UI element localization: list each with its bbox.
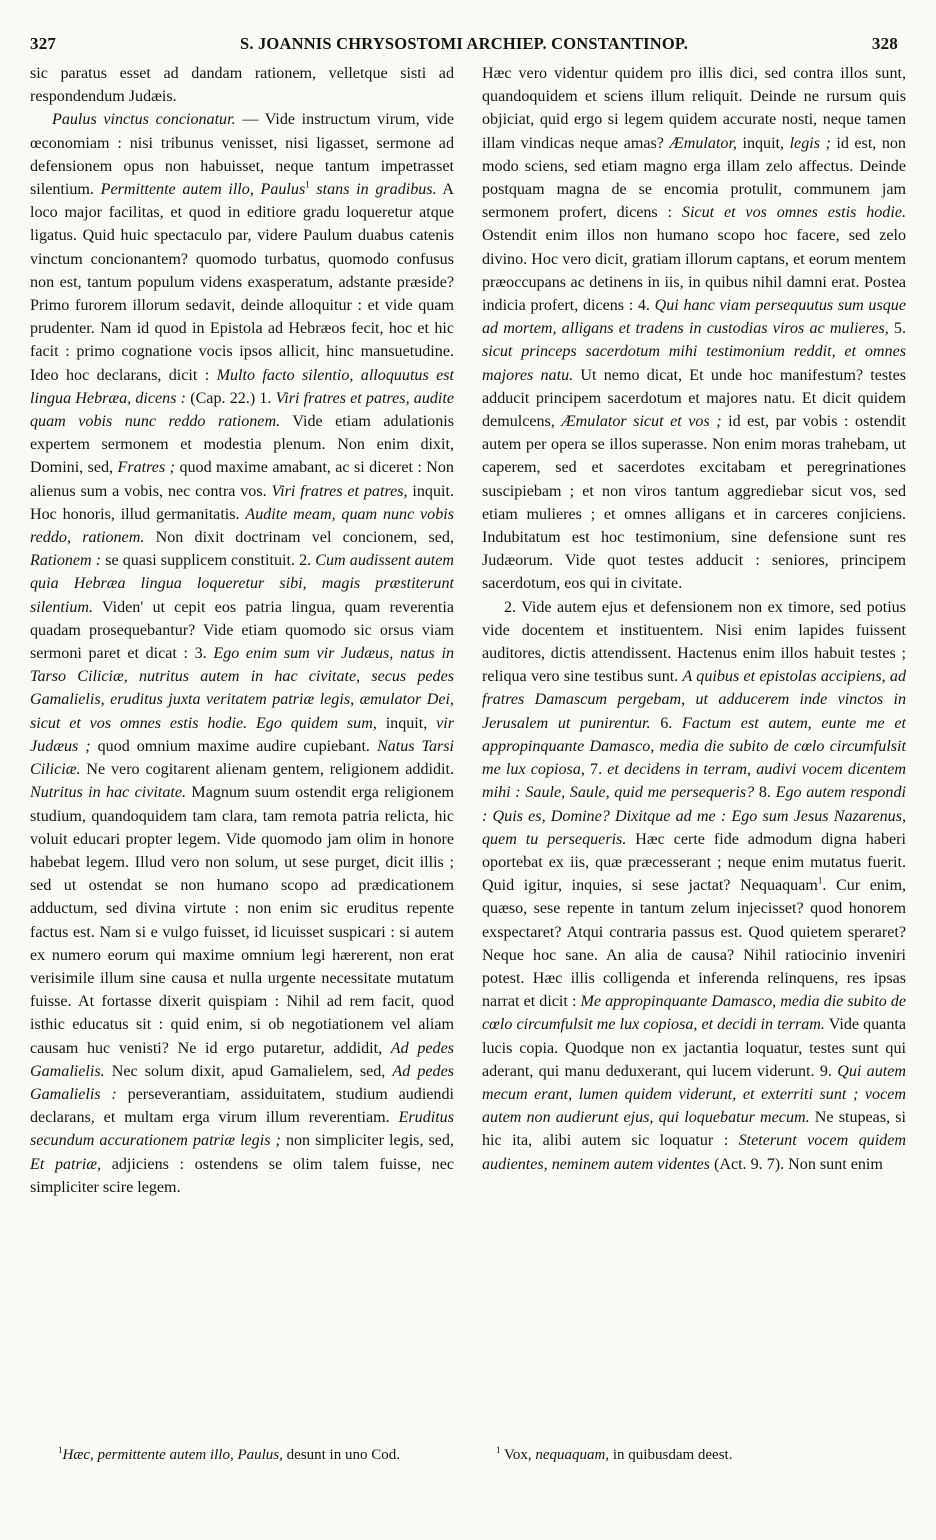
scripture-quote: Rationem : (30, 552, 102, 570)
footnote-ref: 1 (817, 875, 823, 886)
left-column (30, 62, 454, 1199)
scripture-quote: Eruditus secundum accurationem patriæ legis ; (30, 1109, 454, 1150)
scripture-quote: Ad pedes Gamalielis. (30, 1039, 454, 1080)
text-run: . Cur enim, quæso, sese repente in tantum zelum injecisset? quod honorem exspectaret? Atqui contraria passus est. Quod quietem speraret? Neque hoc sane. An alia de causa? Nihil ratiocinio inveniri potest. Hæc illis colligenda et inferenda relinquens, res ipsas narrat et dicit : (482, 877, 906, 1011)
text-run: 7. (584, 761, 608, 779)
scripture-quote: Ego enim sum vir Judæus, natus in Tarso Ciliciæ, nutritus autem in hac civitate, secus pedes Gamalielis, eruditus juxta veritatem patriæ legis, æmulator Dei, sicut et vos omnes estis hodie. Ego quidem sum, (30, 645, 454, 732)
scripture-quote: Fratres ; (117, 459, 176, 477)
section-title: Paulus vinctus concionatur. (52, 111, 236, 129)
text-run: id est, par vobis : ostendit autem per opera se illos superasse. Non enim moras trahebam, ut caperem, sed et sacerdotes excitabam et peregrinationes suscipiebam ; et non viros tantum aggrediebar sicut vos, sed etiam mulieres ; et omnes alligans et in carceres conjiciens. Indubitatum est hoc testimonium, sine defensione sunt res Judæorum. Vide quot testes adducit : seniores, principem sacerdotum, eos qui in civitate. (482, 413, 906, 593)
text-run: Ut nemo dicat, Et unde hoc manifestum? testes adducit principem sacerdotum et majores natu. Et dicit quidem demulcens, (482, 366, 907, 431)
text-run: 8. (754, 784, 776, 802)
scripture-quote: Viri fratres et patres, audite quam vobis nunc reddo rationem. (30, 389, 454, 431)
footnote-text: in quibusdam deest. (609, 1447, 733, 1463)
text-run: se quasi supplicem constituit. 2. (101, 552, 316, 570)
paragraph (482, 596, 906, 1176)
text-run: — Vide instructum virum, vide œconomiam : nisi tribunus venisset, nisi ligasset, sermone ad defensionem opus non habuisset, neque tantum impetrasset silentium. (30, 111, 454, 199)
text-run: Magnum suum ostendit erga religionem studium, quandoquidem tam clara, tam remota patria relicta, hic voluit educari propter legem. Vide quomodo jam olim in honore habebat legem. Illud vero non solum, ut sese purget, dicit illis ; sed ut ostendat se non humano scopo ad prædicationem adductum, sed divina virtute : non enim sic eruditus repente factus est. Nam si e vulgo fuisset, id licuisset suspicari : si autem ex numero eorum qui maxime omnium legi hærerent, non erat verisimile illum sine causa et nulla urgente necessitate mutatum fuisse. At fortasse dixerit quispiam : Nihil ad rem facit, quod isthic educatus sit : quid enim, si ob negotiationem vel aliam causam huc venisti? Ne id ergo putaretur, addidit, (30, 784, 454, 1057)
text-run: Hæc vero videntur quidem pro illis dici, sed contra illos sunt, quandoquidem et sciens illum reliquit. Deinde ne rursum quis objiciat, quid ergo si legem quidem accurate nosti, neque tamen illam vindicas neque amas? (482, 65, 906, 152)
running-header (30, 34, 898, 58)
text-run: id est, non modo sciens, sed etiam magno erga illam zelo affectus. Deinde postquam magna de se encomia protulit, communem jam sermonem profert, dicens : (482, 134, 906, 222)
page-number-left: 327 (30, 34, 57, 53)
footnote-italic: Hæc, permittente autem illo, Paulus, (62, 1447, 283, 1463)
footnote-text: Vox, (500, 1447, 536, 1463)
scripture-quote: Me appropinquante Damasco, media die subito de cœlo circumfulsit me lux copiosa, et decidi in terram. (482, 993, 906, 1034)
scripture-quote: vir Judæus ; (30, 714, 454, 755)
text-run: Viden' ut cepit eos patria lingua, quam reverentia quadam prosequebantur? Vide etiam quomodo sic orsus viam sermoni paret et dicat : 3. (30, 598, 454, 663)
scripture-quote: Et patriæ, (30, 1155, 102, 1173)
scripture-quote: Factum est autem, eunte me et appropinquante Damasco, media die subito de cœlo circumfulsit me lux copiosa, (482, 714, 906, 779)
text-run: adjiciens : ostendens se olim talem fuisse, nec simpliciter scire legem. (30, 1155, 454, 1196)
scripture-quote: A quibus et epistolas accipiens, ad fratres Damascum pergebam, ut adducerem inde vinctos in Jerusalem ut punirentur. (482, 668, 906, 732)
scripture-quote: Æmulator sicut et vos ; (561, 413, 722, 431)
scripture-quote: Sicut et vos omnes estis hodie. (681, 204, 906, 222)
scripture-quote: stans in gradibus. (309, 181, 437, 199)
text-run: quod maxime amabant, ac si diceret : Non alienus sum a vobis, nec contra vos. (30, 459, 454, 500)
scripture-quote: Ad pedes Gamalielis : (30, 1062, 455, 1103)
scripture-quote: Qui hanc viam persequutus sum usque ad mortem, alligans et tradens in custodias viros ac mulieres, (482, 297, 906, 338)
paragraph (30, 108, 454, 1199)
text-run: 2. Vide autem ejus et defensionem non ex timore, sed potius vide docentem et instituentem. Nisi enim lapides fuissent auditores, dictis attendissent. Hactenus enim illos habuit testes ; reliqua vero sine testibus sunt. (482, 598, 906, 686)
scripture-quote: Æmulator, (669, 134, 737, 152)
footnote-italic: nequaquam, (535, 1447, 610, 1463)
footnote-mark: 1 (58, 1445, 63, 1455)
text-run: inquit, (376, 714, 437, 732)
page-number-right: 328 (871, 34, 898, 53)
scripture-quote: Viri fratres et patres, (271, 482, 408, 500)
text-run: (Act. 9. 7). Non sunt enim (709, 1155, 883, 1173)
scripture-quote: Natus Tarsi Ciliciæ. (30, 737, 454, 779)
text-run: perseverantiam, assiduitatem, studium audiendi declarans, et multam erga virum illum reverentiam. (30, 1085, 454, 1127)
text-run: 6. (650, 714, 682, 732)
scripture-quote: Nutritus in hac civitate. (30, 784, 187, 802)
scripture-quote: Permittente autem illo, Paulus (100, 181, 306, 199)
text-run: inquit, (736, 134, 790, 152)
text-run: Vide etiam adulationis expertem sermonem et modestia plenum. Non enim dixit, Domini, sed, (30, 413, 455, 477)
text-run: Vide quanta lucis copia. Quodque non ex jactantia loquatur, testes sunt qui aderant, qui manu deduxerant, qui lucem viderunt. 9. (482, 1016, 906, 1080)
scripture-quote: sicut princeps sacerdotum mihi testimonium reddit, et omnes majores natu. (482, 343, 906, 384)
text-run: Non dixit doctrinam vel concionem, sed, (144, 529, 454, 547)
right-column (482, 62, 906, 1176)
paragraph (30, 62, 454, 108)
text-run: (Cap. 22.) 1. (186, 389, 276, 407)
text-run: Ne stupeas, si hic ita, alibi autem sic loquatur : (482, 1109, 906, 1150)
footnote-mark: 1 (496, 1445, 501, 1455)
scripture-quote: Cum audissent autem quia Hebræa lingua loqueretur sibi, magis præstiterunt silentium. (30, 552, 454, 616)
text-run: Ne vero cogitarent alienam gentem, religionem addidit. (80, 761, 454, 779)
paragraph (482, 62, 906, 596)
scripture-quote: et decidens in terram, audivi vocem dicentem mihi : Saule, Saule, quid me persequeris? (482, 761, 906, 802)
running-title: S. JOANNIS CHRYSOSTOMI ARCHIEP. CONSTANTINOP. (239, 34, 689, 53)
text-run: Ostendit enim illos non humano scopo hoc facere, sed zelo divino. Hoc vero dicit, gratiam illorum captans, et eorum mentem præoccupans ac detinens in iis, in quibus nihil damni erat. Postea indicia profert, dicens : 4. (482, 227, 906, 315)
footnote-left (58, 1445, 458, 1465)
text-run: Hæc certe fide admodum digna haberi oportebat ex iis, quæ præcesserant ; neque enim mutatus fuerit. Quid igitur, inquies, si sese jactat? Nequaquam (482, 830, 906, 895)
scripture-quote: Steterunt vocem quidem audientes, neminem autem videntes (482, 1132, 906, 1173)
footnote-ref: 1 (305, 179, 310, 190)
text-run: non simpliciter legis, sed, (280, 1132, 454, 1150)
scripture-quote: legis ; (789, 134, 831, 152)
scripture-quote: Ego autem respondi : Quis es, Domine? Dixitque ad me : Ego sum Jesus Nazarenus, quem tu persequeris. (482, 784, 906, 848)
text-run: inquit. Hoc honoris, illud germanitatis. (30, 482, 454, 523)
text-run: sic paratus esset ad dandam rationem, velletque sisti ad respondendum Judæis. (30, 65, 454, 106)
text-run: Nec solum dixit, apud Gamalielem, sed, (104, 1062, 393, 1080)
scripture-quote: Multo facto silentio, alloquutus est lingua Hebræa, dicens : (30, 366, 455, 407)
text-run: 5. (888, 320, 906, 338)
text-run: quod omnium maxime audire cupiebant. (90, 737, 377, 755)
scripture-quote: Audite meam, quam nunc vobis reddo, rationem. (30, 505, 454, 547)
text-run: A loco major facilitas, et quod in editiore gradu loqueretur atque ligatus. Quid huic spectaculo par, videre Paulum duabus catenis vinctum concionantem? quomodo turbatus, quomodo confusus non est, tantum populum videns exasperatum, adstante præside? Primo furorem illorum sedavit, deinde alloquitur : et vide quam prudenter. Nam id quod in Epistola ad Hebræos fecit, hoc et hic facit : primo cognatione vocis ipsos allicit, hinc mansuetudine. Ideo hoc declarans, dicit : (30, 181, 454, 384)
scripture-quote: Qui autem mecum erant, lumen quidem viderunt, et exterriti sunt ; vocem autem non audierunt ejus, qui loquebatur mecum. (482, 1062, 906, 1127)
footnote-text: desunt in uno Cod. (282, 1447, 400, 1463)
footnote-right (496, 1445, 896, 1465)
